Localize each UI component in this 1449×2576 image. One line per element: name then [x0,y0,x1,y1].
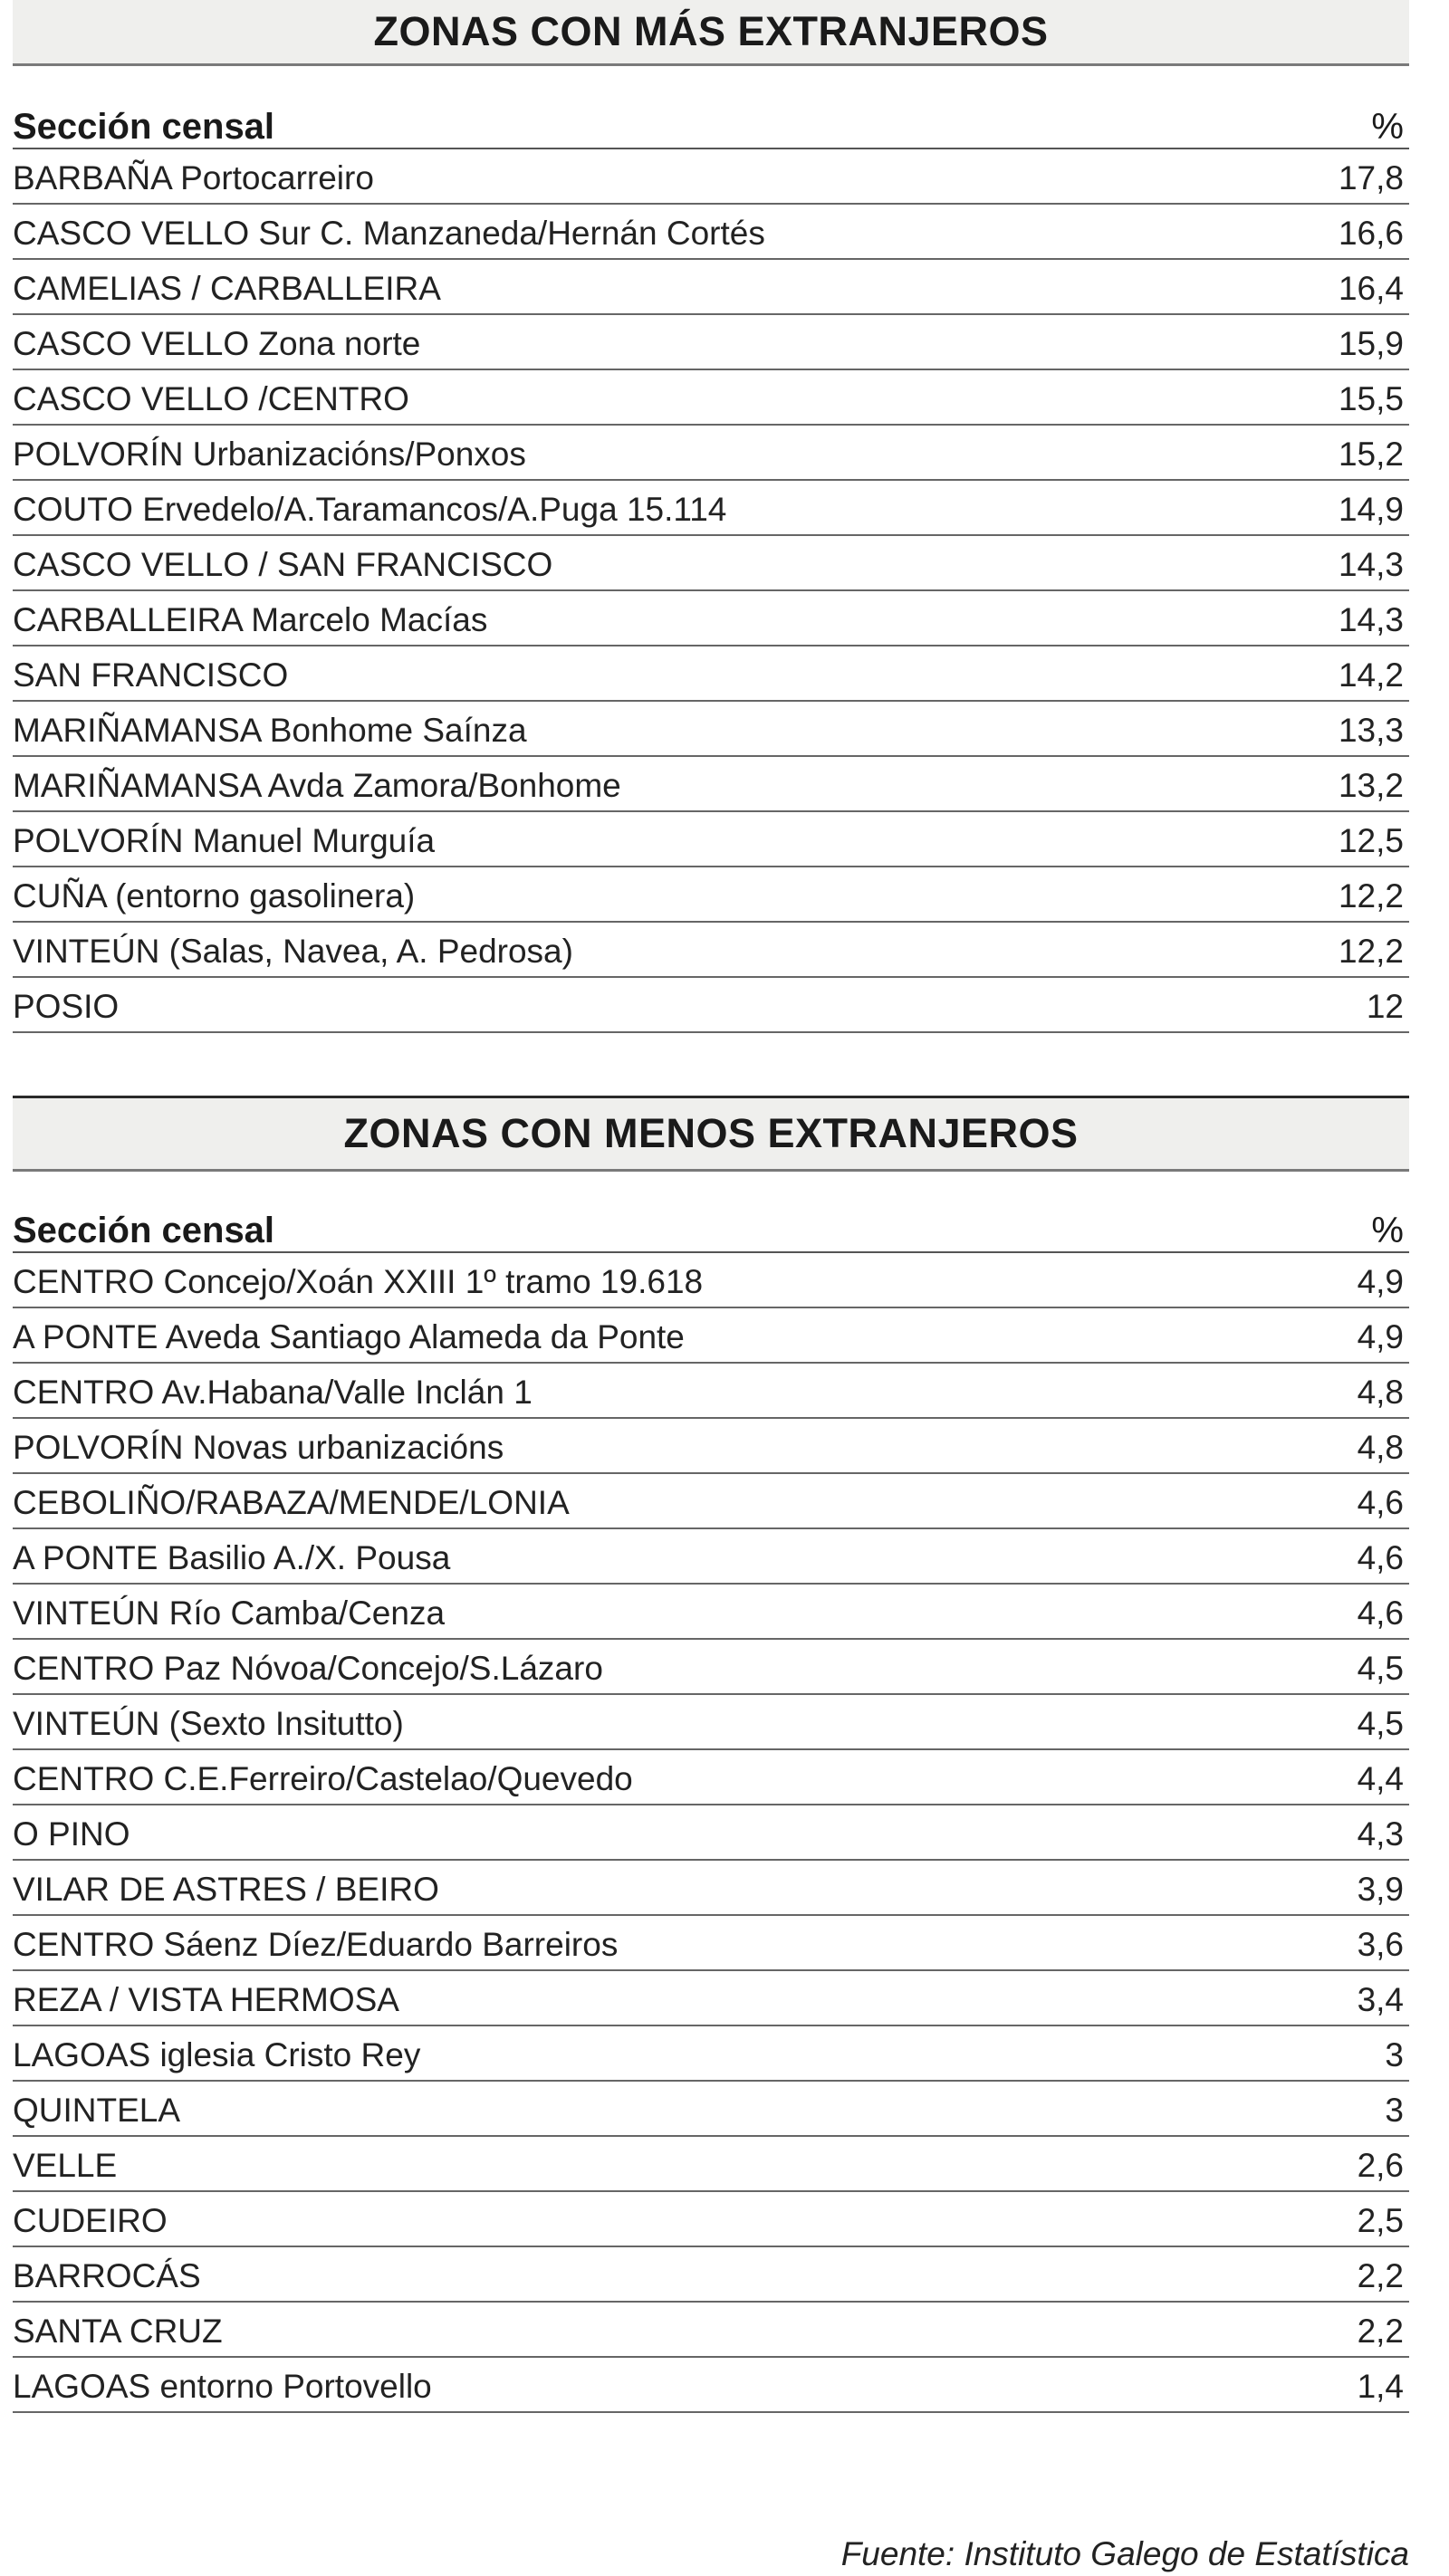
table-row [13,1916,1409,1971]
table-row [13,149,1409,205]
row-label: LAGOAS iglesia Cristo Rey [13,2036,421,2073]
table-row [13,1364,1409,1419]
row-value: 4,6 [1357,1484,1404,1521]
row-value: 4,6 [1357,1539,1404,1576]
table-body [13,1253,1409,2413]
row-label: REZA / VISTA HERMOSA [13,1981,399,2018]
table-header [13,104,1409,149]
row-label: CEBOLIÑO/RABAZA/MENDE/LONIA [13,1484,570,1521]
table-row [13,702,1409,757]
table-row [13,2303,1409,2358]
table-row [13,2247,1409,2303]
row-value: 2,6 [1357,2147,1404,2184]
row-label: CASCO VELLO /CENTRO [13,380,409,417]
table-row [13,260,1409,315]
row-label: CENTRO Concejo/Xoán XXIII 1º tramo 19.618 [13,1263,704,1300]
row-label: BARBAÑA Portocarreiro [13,159,374,196]
source-note: Fuente: Instituto Galego de Estatística [840,2535,1409,2572]
table-row [13,2358,1409,2413]
row-value: 3 [1385,2092,1404,2129]
table-row [13,2192,1409,2247]
row-label: CASCO VELLO Zona norte [13,325,421,362]
table-row [13,536,1409,591]
row-label: O PINO [13,1815,130,1853]
table-row [13,1585,1409,1640]
table-row [13,1861,1409,1916]
row-value: 4,8 [1357,1374,1404,1411]
column-header-section: Sección censal [13,107,275,147]
table-row [13,1419,1409,1474]
table-row [13,923,1409,978]
row-label: POLVORÍN Novas urbanizacións [13,1429,504,1466]
table-row [13,1640,1409,1695]
row-label: SANTA CRUZ [13,2313,223,2350]
table-row [13,1529,1409,1585]
row-label: CENTRO Sáenz Díez/Eduardo Barreiros [13,1926,619,1963]
title-bar [13,0,1409,66]
row-label: POLVORÍN Urbanizacións/Ponxos [13,436,526,473]
row-value: 4,5 [1357,1705,1404,1742]
table-row [13,1474,1409,1529]
row-value: 2,5 [1357,2202,1404,2239]
row-value: 3,6 [1357,1926,1404,1963]
table-row [13,315,1409,370]
row-value: 3,9 [1357,1871,1404,1908]
table-row [13,481,1409,536]
row-value: 15,2 [1338,436,1404,473]
table-row [13,2137,1409,2192]
table-more-foreigners [13,0,1409,1033]
table-title: ZONAS CON MÁS EXTRANJEROS [373,8,1049,54]
table-row [13,978,1409,1033]
table-row [13,205,1409,260]
row-label: POLVORÍN Manuel Murguía [13,822,436,859]
row-label: CENTRO Paz Nóvoa/Concejo/S.Lázaro [13,1650,603,1687]
column-header-section: Sección censal [13,1211,275,1250]
table-row [13,1253,1409,1308]
row-label: LAGOAS entorno Portovello [13,2368,432,2405]
table-row [13,2026,1409,2082]
row-label: A PONTE Aveda Santiago Alameda da Ponte [13,1318,685,1355]
table-row [13,646,1409,702]
row-value: 15,5 [1338,380,1404,417]
row-value: 12,5 [1338,822,1404,859]
row-value: 4,3 [1357,1815,1404,1853]
table-row [13,1695,1409,1750]
row-label: CASCO VELLO Sur C. Manzaneda/Hernán Cortés [13,215,765,252]
table-row [13,591,1409,646]
row-label: MARIÑAMANSA Bonhome Saínza [13,712,527,749]
row-value: 4,8 [1357,1429,1404,1466]
row-value: 13,3 [1338,712,1404,749]
row-value: 4,4 [1357,1760,1404,1797]
row-value: 13,2 [1338,767,1404,804]
row-value: 4,9 [1357,1263,1404,1300]
row-value: 2,2 [1357,2257,1404,2294]
row-label: MARIÑAMANSA Avda Zamora/Bonhome [13,767,621,804]
title-bar [13,1098,1409,1172]
row-value: 14,2 [1338,656,1404,694]
row-label: VINTEÚN (Salas, Navea, A. Pedrosa) [13,933,573,970]
row-label: VILAR DE ASTRES / BEIRO [13,1871,439,1908]
table-body [13,149,1409,1033]
row-label: VINTEÚN (Sexto Insitutto) [13,1705,404,1742]
row-value: 4,5 [1357,1650,1404,1687]
table-row [13,426,1409,481]
table-row [13,1805,1409,1861]
row-value: 12 [1366,988,1404,1025]
row-value: 17,8 [1338,159,1404,196]
row-value: 12,2 [1338,877,1404,915]
table-row [13,1971,1409,2026]
row-value: 15,9 [1338,325,1404,362]
table-title: ZONAS CON MENOS EXTRANJEROS [343,1110,1079,1156]
table-row [13,812,1409,867]
row-value: 14,9 [1338,491,1404,528]
table-row [13,370,1409,426]
table-row [13,1750,1409,1805]
row-label: BARROCÁS [13,2257,201,2294]
row-label: CUÑA (entorno gasolinera) [13,877,416,915]
column-header-percent: % [1371,107,1404,147]
table-row [13,2082,1409,2137]
row-value: 14,3 [1338,546,1404,583]
row-label: CAMELIAS / CARBALLEIRA [13,270,441,307]
row-value: 4,9 [1357,1318,1404,1355]
row-label: VINTEÚN Río Camba/Cenza [13,1594,446,1632]
row-value: 16,4 [1338,270,1404,307]
row-value: 4,6 [1357,1594,1404,1632]
row-label: A PONTE Basilio A./X. Pousa [13,1539,451,1576]
row-label: CUDEIRO [13,2202,168,2239]
column-header-percent: % [1371,1211,1404,1250]
row-label: COUTO Ervedelo/A.Taramancos/A.Puga 15.114 [13,491,727,528]
table-fewer-foreigners [13,1098,1409,2413]
row-value: 1,4 [1357,2368,1404,2405]
row-label: CENTRO Av.Habana/Valle Inclán 1 [13,1374,533,1411]
row-value: 3 [1385,2036,1404,2073]
table-header [13,1208,1409,1253]
row-label: CASCO VELLO / SAN FRANCISCO [13,546,553,583]
table-row [13,1308,1409,1364]
row-value: 3,4 [1357,1981,1404,2018]
row-label: CENTRO C.E.Ferreiro/Castelao/Quevedo [13,1760,633,1797]
row-value: 2,2 [1357,2313,1404,2350]
row-label: CARBALLEIRA Marcelo Macías [13,601,488,638]
row-value: 16,6 [1338,215,1404,252]
table-row [13,757,1409,812]
row-label: SAN FRANCISCO [13,656,289,694]
row-label: POSIO [13,988,120,1025]
row-label: QUINTELA [13,2092,181,2129]
row-value: 14,3 [1338,601,1404,638]
row-value: 12,2 [1338,933,1404,970]
row-label: VELLE [13,2147,118,2184]
table-row [13,867,1409,923]
